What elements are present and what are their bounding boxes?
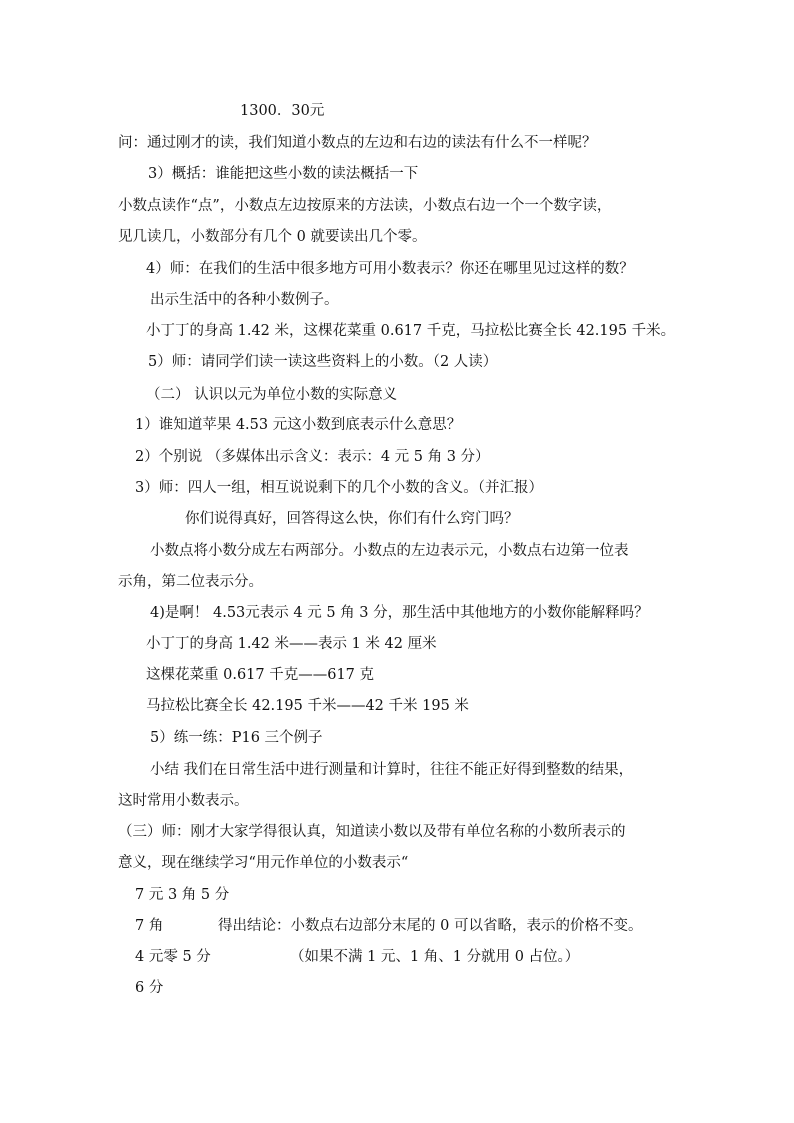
line-show-examples: 出示生活中的各种小数例子。	[150, 292, 339, 308]
line-step-5-read: 5）师：请同学们读一读这些资料上的小数。（2 人读）	[148, 354, 498, 370]
line-summary-part-2: 这时常用小数表示。	[118, 793, 249, 809]
line-weight-meaning: 这棵花菜重 0.617 千克——617 克	[146, 667, 375, 683]
line-conclusion: 得出结论：小数点右边部分末尾的 0 可以省略，表示的价格不变。	[218, 918, 643, 934]
line-step-3-summarize: 3）概括：谁能把这些小数的读法概括一下	[148, 166, 419, 182]
line-price-7-yuan: 7 元 3 角 5 分	[135, 887, 230, 903]
line-section-3-cont: 意义，现在继续学习“用元作单位的小数表示“	[118, 855, 409, 871]
line-rule-part-2: 见几读几，小数部分有几个 0 就要读出几个零。	[118, 229, 427, 245]
line-summary-part-1: 小结 我们在日常生活中进行测量和计算时，往往不能正好得到整数的结果，	[150, 762, 634, 778]
line-price-6-fen: 6 分	[135, 980, 164, 996]
line-price-4-yuan: 4 元零 5 分	[135, 949, 211, 965]
line-height-meaning: 小丁丁的身高 1.42 米——表示 1 米 42 厘米	[146, 636, 437, 652]
line-explain-part-2: 示角，第二位表示分。	[118, 574, 263, 590]
line-amount-1300: 1300．30元	[240, 103, 325, 119]
line-sub-2-individual: 2）个别说 （多媒体出示含义：表示：4 元 5 角 3 分）	[135, 449, 490, 465]
line-question-read-difference: 问：通过刚才的读，我们知道小数点的左边和右边的读法有什么不一样呢？	[118, 135, 597, 151]
line-praise: 你们说得真好，回答得这么快，你们有什么窍门吗？	[185, 511, 519, 527]
line-rule-part-1: 小数点读作“点”，小数点左边按原来的方法读，小数点右边一个一个数字读，	[118, 198, 612, 214]
line-sub-4-yes: 4)是啊！ 4.53元表示 4 元 5 角 3 分，那生活中其他地方的小数你能解释吗？	[150, 605, 649, 621]
line-placeholder-zero-note: （如果不满 1 元、1 角、1 分就用 0 占位。）	[290, 949, 580, 965]
section-heading-2: （二） 认识以元为单位小数的实际意义	[146, 387, 398, 403]
line-sub-3-groups: 3）师：四人一组，相互说说剩下的几个小数的含义。（并汇报）	[135, 480, 543, 496]
line-sub-1-apple: 1）谁知道苹果 4.53 元这小数到底表示什么意思？	[135, 417, 462, 433]
section-heading-3: （三）师：刚才大家学得很认真，知道读小数以及带有单位名称的小数所表示的	[118, 824, 626, 840]
line-price-7-jiao: 7 角	[135, 918, 164, 934]
line-example-decimals: 小丁丁的身高 1.42 米，这棵花菜重 0.617 千克，马拉松比赛全长 42.195 千米。	[146, 323, 676, 339]
line-explain-part-1: 小数点将小数分成左右两部分。小数点的左边表示元，小数点右边第一位表	[150, 543, 629, 559]
line-step-4-teacher: 4）师：在我们的生活中很多地方可用小数表示？你还在哪里见过这样的数？	[146, 261, 634, 277]
line-sub-5-practice: 5）练一练：P16 三个例子	[150, 730, 323, 746]
line-marathon-meaning: 马拉松比赛全长 42.195 千米——42 千米 195 米	[146, 698, 469, 714]
